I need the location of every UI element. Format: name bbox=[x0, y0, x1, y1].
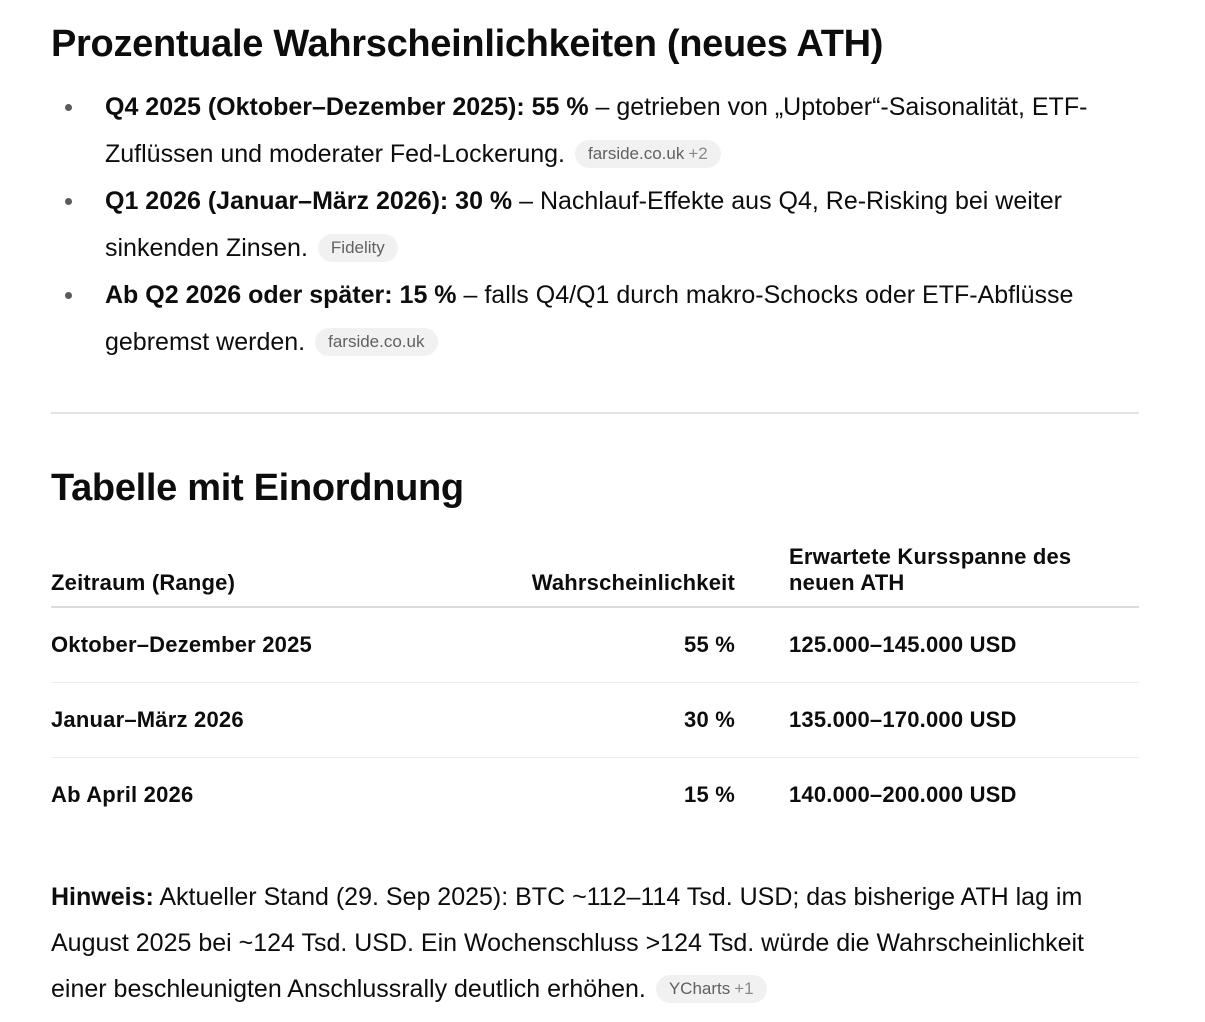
column-header-price-range bbox=[735, 538, 1139, 607]
list-item-text: – Nachlauf-Effekte aus Q4, Re-Risking bei weiter sinkenden Zinsen. bbox=[105, 187, 1062, 262]
source-chip-label: farside.co.uk bbox=[328, 332, 425, 351]
note-label: Hinweis: bbox=[51, 883, 154, 911]
cell-range: Januar–März 2026 bbox=[51, 683, 511, 758]
list-item-bold: Ab Q2 2026 oder später: 15 % bbox=[105, 281, 457, 309]
column-header-price-range-label: Erwartete Kursspanne des neuen ATH bbox=[789, 544, 1072, 595]
list-item-bold: Q4 2025 (Oktober–Dezember 2025): 55 % bbox=[105, 93, 589, 121]
bullet-dot bbox=[65, 104, 72, 111]
list-item bbox=[51, 272, 1139, 366]
list-item bbox=[51, 84, 1139, 178]
cell-range: Oktober–Dezember 2025 bbox=[51, 607, 511, 683]
source-chip[interactable] bbox=[656, 975, 767, 1003]
column-header-probability: Wahrscheinlichkeit bbox=[511, 538, 735, 607]
source-chip-label: farside.co.uk bbox=[587, 144, 685, 163]
ath-table bbox=[51, 538, 1139, 832]
cell-probability: 55 % bbox=[511, 607, 735, 683]
source-chip[interactable] bbox=[318, 234, 398, 262]
cell-probability: 30 % bbox=[511, 683, 735, 758]
table-row bbox=[51, 683, 1139, 758]
section-title-table: Tabelle mit Einordnung bbox=[51, 467, 464, 509]
cell-price-range: 125.000–145.000 USD bbox=[735, 607, 1139, 683]
list-item bbox=[51, 178, 1139, 272]
section-title-probabilities: Prozentuale Wahrscheinlichkeiten (neues ATH) bbox=[51, 23, 884, 65]
note-text: Aktueller Stand (29. Sep 2025): BTC ~112–114 Tsd. USD; das bisherige ATH lag im August 2025 bei ~124 Tsd. USD. Ein Wochenschluss >124 Tsd. würde die Wahrscheinlichkeit einer beschleunigten Anschlussrally deutlich erhöhen. bbox=[51, 883, 1084, 1003]
table-row bbox=[51, 758, 1139, 833]
cell-price-range: 140.000–200.000 USD bbox=[789, 782, 1017, 807]
source-chip-label: YCharts bbox=[668, 979, 731, 998]
bullet-dot bbox=[65, 292, 72, 299]
table-row bbox=[51, 607, 1139, 683]
list-item-text: – falls Q4/Q1 durch makro-Schocks oder ETF-Abflüsse gebremst werden. bbox=[105, 281, 1074, 356]
list-item-bold: Q1 2026 (Januar–März 2026): 30 % bbox=[105, 187, 513, 215]
source-chip-extra: +2 bbox=[688, 144, 708, 163]
bullet-dot bbox=[65, 198, 72, 205]
cell-range: Ab April 2026 bbox=[51, 782, 194, 807]
column-header-range: Zeitraum (Range) bbox=[51, 538, 511, 607]
cell-price-range: 135.000–170.000 USD bbox=[735, 683, 1139, 758]
table-header-row bbox=[51, 538, 1139, 607]
source-chip-extra: +1 bbox=[734, 979, 754, 998]
note-paragraph bbox=[51, 874, 1139, 1012]
section-divider bbox=[51, 412, 1139, 414]
source-chip[interactable] bbox=[575, 140, 721, 168]
cell-probability: 15 % bbox=[684, 782, 735, 807]
source-chip-label: Fidelity bbox=[330, 238, 385, 257]
probability-list bbox=[51, 84, 1139, 366]
source-chip[interactable] bbox=[315, 328, 437, 356]
list-item-text: – getrieben von „Uptober“-Saisonalität, ETF-Zuflüssen und moderater Fed-Lockerung. bbox=[105, 93, 1088, 168]
